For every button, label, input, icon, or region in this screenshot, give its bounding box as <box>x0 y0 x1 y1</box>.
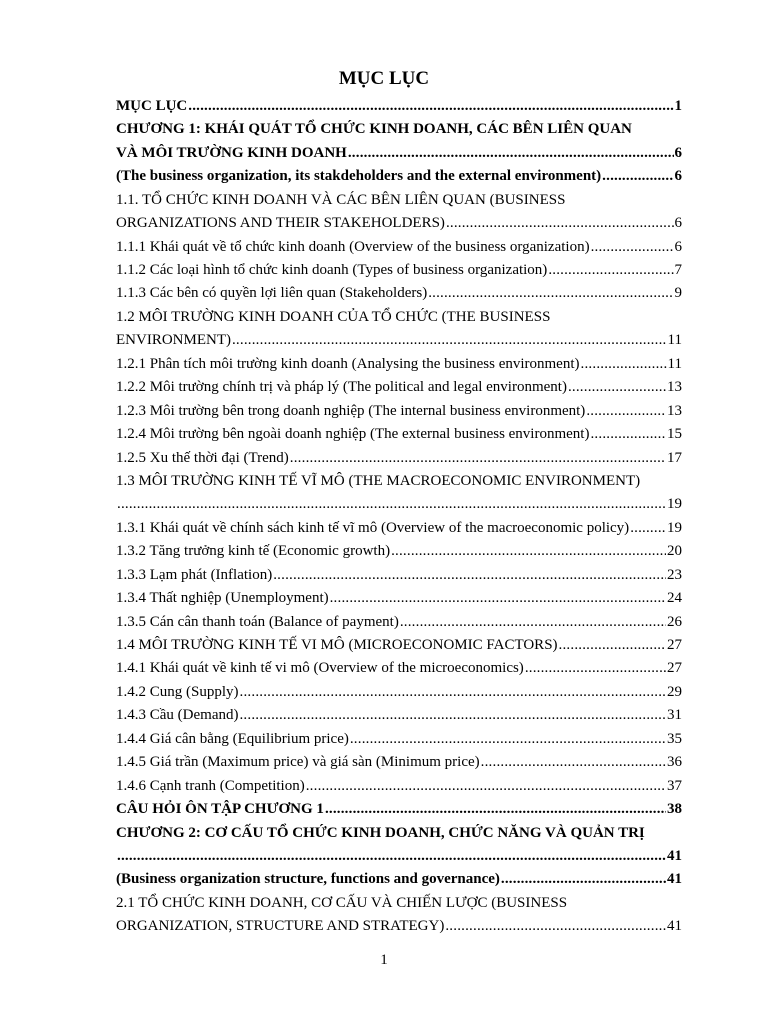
toc-entry-page: 15 <box>667 426 682 443</box>
toc-entry-title: 1.2.3 Môi trường bên trong doanh nghiệp (The internal business environment) <box>116 402 586 419</box>
toc-leader-dots <box>188 95 673 118</box>
toc-entry-page: 37 <box>667 777 682 794</box>
toc-entry-title: 1.4.3 Cầu (Demand) <box>116 707 239 724</box>
toc-leader-dots <box>525 657 666 680</box>
toc-leader-dots <box>428 282 673 305</box>
toc-entry-page: 24 <box>667 590 682 607</box>
page-title: MỤC LỤC <box>338 68 430 89</box>
toc-entry-title: 1.2.2 Môi trường chính trị và pháp lý (The political and legal environment) <box>116 379 567 396</box>
toc-entry-title: 1.1.1 Khái quát về tổ chức kinh doanh (Overview of the business organization) <box>116 238 590 255</box>
toc-entry[interactable] <box>116 259 682 282</box>
toc-entry-title: VÀ MÔI TRƯỜNG KINH DOANH <box>116 144 347 161</box>
toc-entry-title: CÂU HỎI ÔN TẬP CHƯƠNG 1 <box>116 801 324 818</box>
toc-entry-title: 1.4.1 Khái quát về kinh tế vi mô (Overview of the microeconomics) <box>116 660 524 677</box>
toc-entry-page: 20 <box>667 543 682 560</box>
toc-leader-dots <box>630 517 666 540</box>
toc-entry[interactable] <box>116 95 682 118</box>
toc-entry[interactable] <box>116 915 682 938</box>
toc-leader-dots <box>481 751 666 774</box>
toc-entry[interactable] <box>116 798 682 821</box>
toc-entry-page: 29 <box>667 683 682 700</box>
toc-entry-title: 1.1.2 Các loại hình tổ chức kinh doanh (Types of business organization) <box>116 262 548 279</box>
toc-entry[interactable] <box>116 845 682 868</box>
toc-entry-title: CHƯƠNG 1: KHÁI QUÁT TỔ CHỨC KINH DOANH, CÁC BÊN LIÊN QUAN <box>116 121 632 138</box>
toc-entry[interactable] <box>116 306 682 329</box>
toc-entry-title: 1.1.3 Các bên có quyền lợi liên quan (Stakeholders) <box>116 285 428 302</box>
toc-entry-page: 27 <box>667 660 682 677</box>
toc-leader-dots <box>445 915 666 938</box>
toc-leader-dots <box>591 236 674 259</box>
toc-entry[interactable] <box>116 892 682 915</box>
toc-entry-page: 31 <box>667 707 682 724</box>
toc-entry[interactable] <box>116 751 682 774</box>
toc-entry-title: 1.4.6 Cạnh tranh (Competition) <box>116 777 305 794</box>
toc-entry[interactable] <box>116 564 682 587</box>
toc-entry-page: 41 <box>667 918 682 935</box>
toc-entry-page: 27 <box>667 637 682 654</box>
toc-leader-dots <box>446 212 674 235</box>
toc-entry[interactable] <box>116 470 682 493</box>
toc-entry-page: 17 <box>667 449 682 466</box>
toc-leader-dots <box>239 704 666 727</box>
toc-leader-dots <box>306 775 666 798</box>
toc-entry[interactable] <box>116 634 682 657</box>
toc-entry[interactable] <box>116 165 682 188</box>
toc-entry-title: 1.2 MÔI TRƯỜNG KINH DOANH CỦA TỔ CHỨC (THE BUSINESS <box>116 308 551 325</box>
toc-entry-page: 13 <box>667 379 682 396</box>
toc-entry[interactable] <box>116 400 682 423</box>
toc-entry-title: ORGANIZATION, STRUCTURE AND STRATEGY) <box>116 918 445 935</box>
toc-leader-dots <box>273 564 666 587</box>
toc-entry-title: MỤC LỤC <box>116 97 188 114</box>
toc-entry-page: 7 <box>674 262 682 279</box>
toc-entry[interactable] <box>116 447 682 470</box>
toc-entry-title: 1.4.4 Giá cân bằng (Equilibrium price) <box>116 730 349 747</box>
toc-leader-dots <box>586 400 666 423</box>
toc-leader-dots <box>330 587 666 610</box>
toc-entry-page: 6 <box>674 238 682 255</box>
toc-entry[interactable] <box>116 118 682 141</box>
toc-entry-title: 1.3 MÔI TRƯỜNG KINH TẾ VĨ MÔ (THE MACROECONOMIC ENVIRONMENT) <box>116 472 641 489</box>
toc-entry-page: 41 <box>667 847 682 864</box>
toc-entry-title: ENVIRONMENT) <box>116 332 231 349</box>
toc-entry-title: 1.2.4 Môi trường bên ngoài doanh nghiệp (The external business environment) <box>116 426 590 443</box>
toc-leader-dots <box>602 165 673 188</box>
toc-entry[interactable] <box>116 517 682 540</box>
toc-entry-page: 1 <box>674 97 682 114</box>
toc-entry-title: 1.3.5 Cán cân thanh toán (Balance of payment) <box>116 613 399 630</box>
toc-entry[interactable] <box>116 189 682 212</box>
toc-leader-dots <box>581 353 667 376</box>
toc-entry-title: 2.1 TỔ CHỨC KINH DOANH, CƠ CẤU VÀ CHIẾN LƯỢC (BUSINESS <box>116 894 568 911</box>
toc-entry-page: 36 <box>667 754 682 771</box>
toc-leader-dots <box>501 868 666 891</box>
toc-leader-dots <box>117 493 666 516</box>
toc-entry-title: (The business organization, its stakdeholders and the external environment) <box>116 168 602 185</box>
toc-entry-page: 11 <box>667 332 682 349</box>
toc-entry-page: 38 <box>667 801 682 818</box>
toc-entry[interactable] <box>116 423 682 446</box>
toc-leader-dots <box>590 423 666 446</box>
toc-entry-title: (Business organization structure, functions and governance) <box>116 871 500 888</box>
toc-entry-page: 6 <box>674 215 682 232</box>
page-number: 1 <box>380 952 388 968</box>
toc-entry-title: 1.3.1 Khái quát về chính sách kinh tế vĩ mô (Overview of the macroeconomic policy) <box>116 519 630 536</box>
toc-leader-dots <box>391 540 666 563</box>
toc-entry-page: 23 <box>667 566 682 583</box>
toc-entry-page: 6 <box>674 168 682 185</box>
toc-entry-title: 1.3.2 Tăng trưởng kinh tế (Economic growth) <box>116 543 391 560</box>
toc-entry-title: 1.2.5 Xu thế thời đại (Trend) <box>116 449 289 466</box>
toc-entry-title: ORGANIZATIONS AND THEIR STAKEHOLDERS) <box>116 215 445 232</box>
toc-entry-page: 6 <box>674 144 682 161</box>
toc-entry[interactable] <box>116 236 682 259</box>
toc-entry-title: 1.1. TỔ CHỨC KINH DOANH VÀ CÁC BÊN LIÊN QUAN (BUSINESS <box>116 191 566 208</box>
toc-entry[interactable] <box>116 681 682 704</box>
toc-entry[interactable] <box>116 353 682 376</box>
toc-entry-title: 1.3.4 Thất nghiệp (Unemployment) <box>116 590 329 607</box>
toc-leader-dots <box>400 611 666 634</box>
toc-leader-dots <box>232 329 667 352</box>
toc-entry-title: 1.4.5 Giá trần (Maximum price) và giá sàn (Minimum price) <box>116 754 480 771</box>
toc-entry-page: 35 <box>667 730 682 747</box>
toc-entry[interactable] <box>116 658 682 681</box>
toc-entry-page: 26 <box>667 613 682 630</box>
toc-entry[interactable] <box>116 142 682 165</box>
toc-entry[interactable] <box>116 775 682 798</box>
toc-entry[interactable] <box>116 283 682 306</box>
table-of-contents <box>116 95 682 939</box>
toc-entry[interactable] <box>116 822 682 845</box>
toc-entry-title: CHƯƠNG 2: CƠ CẤU TỔ CHỨC KINH DOANH, CHỨC NĂNG VÀ QUẢN TRỊ <box>116 824 645 841</box>
toc-entry-title: 1.4.2 Cung (Supply) <box>116 683 239 700</box>
toc-entry[interactable] <box>116 493 682 516</box>
toc-leader-dots <box>325 798 666 821</box>
toc-entry-page: 13 <box>667 402 682 419</box>
toc-entry[interactable] <box>116 868 682 891</box>
toc-leader-dots <box>548 259 673 282</box>
toc-leader-dots <box>240 681 666 704</box>
toc-entry[interactable] <box>116 728 682 751</box>
toc-entry-page: 19 <box>667 496 682 513</box>
toc-entry-page: 19 <box>667 519 682 536</box>
toc-entry[interactable] <box>116 212 682 235</box>
toc-entry-title: 1.4 MÔI TRƯỜNG KINH TẾ VI MÔ (MICROECONOMIC FACTORS) <box>116 637 558 654</box>
toc-entry[interactable] <box>116 329 682 352</box>
toc-entry[interactable] <box>116 540 682 563</box>
toc-entry-page: 9 <box>674 285 682 302</box>
toc-entry-page: 11 <box>667 355 682 372</box>
toc-entry[interactable] <box>116 704 682 727</box>
toc-leader-dots <box>290 447 666 470</box>
toc-leader-dots <box>348 142 674 165</box>
toc-leader-dots <box>568 376 666 399</box>
toc-entry[interactable] <box>116 611 682 634</box>
toc-leader-dots <box>117 845 666 868</box>
toc-leader-dots <box>350 728 666 751</box>
toc-leader-dots <box>559 634 666 657</box>
toc-entry-page: 41 <box>667 871 682 888</box>
toc-entry-title: 1.3.3 Lạm phát (Inflation) <box>116 566 273 583</box>
toc-entry[interactable] <box>116 376 682 399</box>
toc-entry-title: 1.2.1 Phân tích môi trường kinh doanh (Analysing the business environment) <box>116 355 580 372</box>
toc-entry[interactable] <box>116 587 682 610</box>
